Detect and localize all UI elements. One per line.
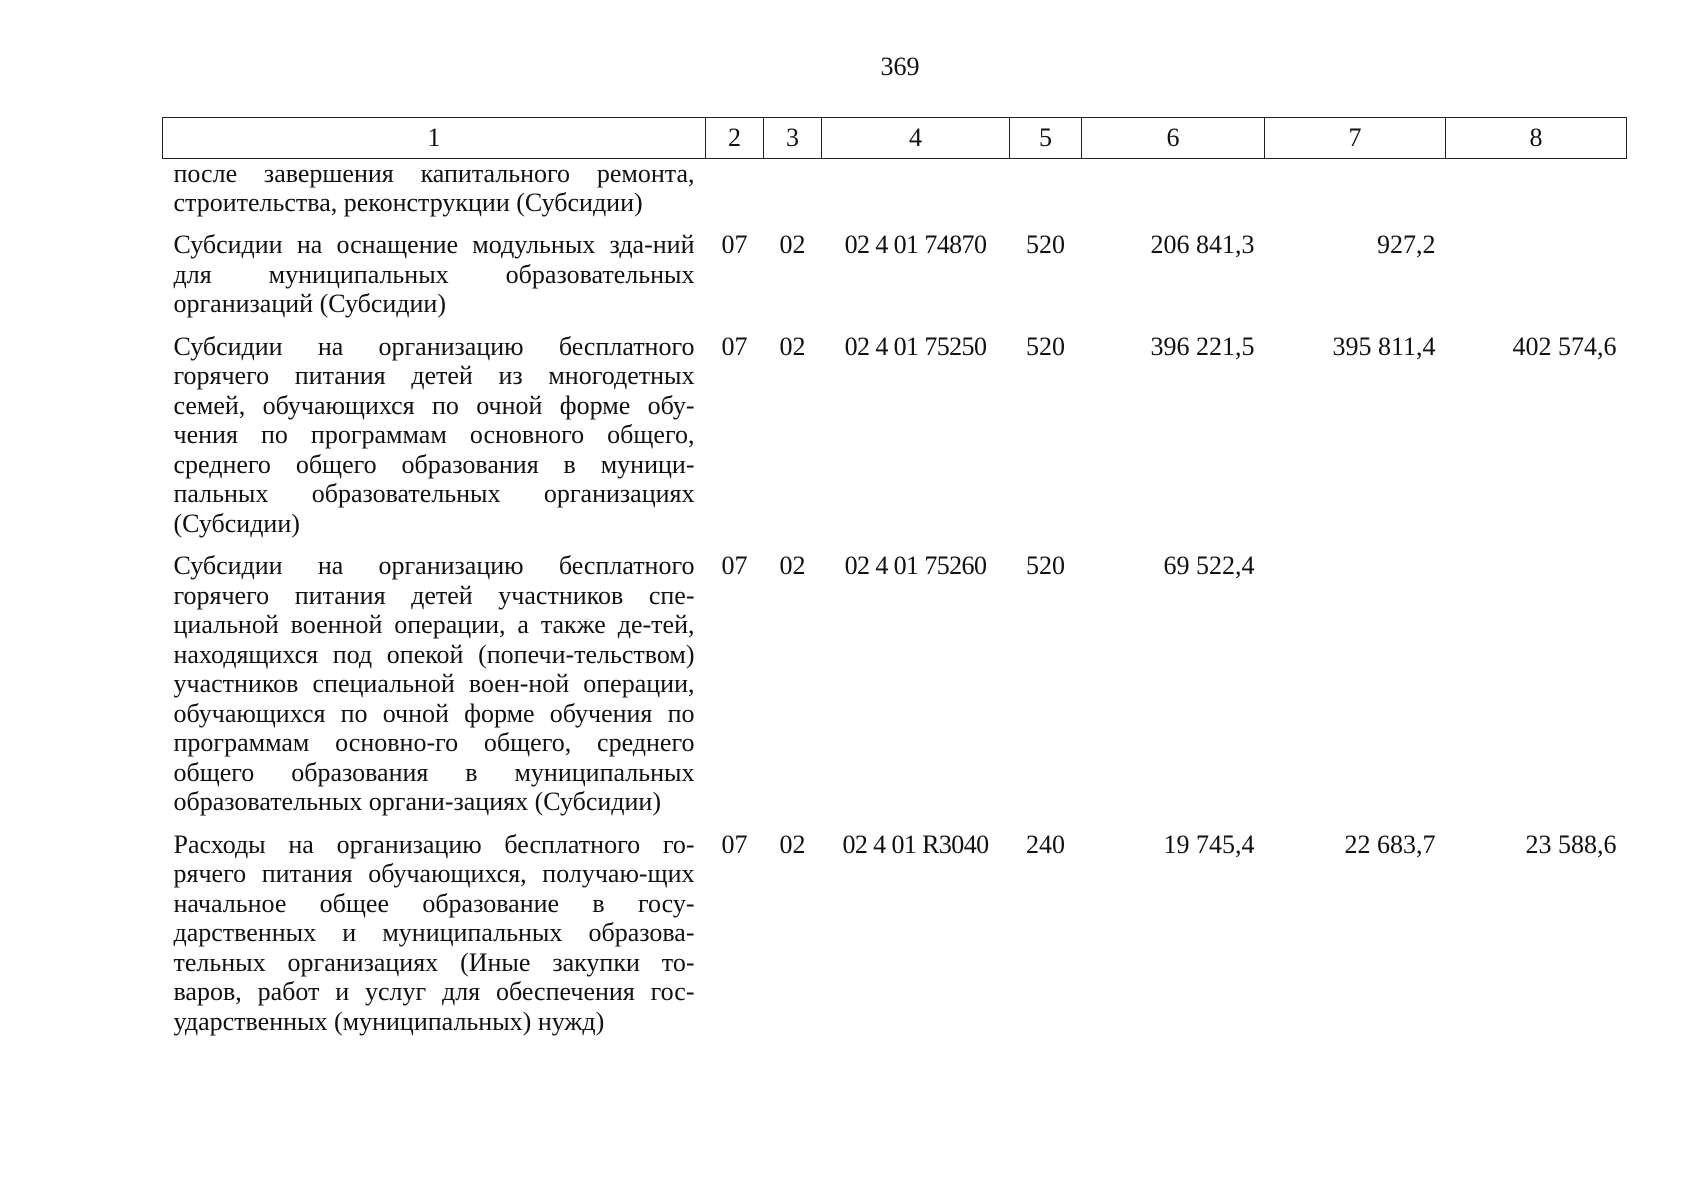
row-subsection: 02	[779, 230, 806, 259]
row-amount-7	[1265, 551, 1446, 830]
row-target-code: 02 4 01 75260	[844, 551, 987, 580]
page-number: 369	[880, 52, 920, 81]
row-amount-8: 23 588,6	[1525, 829, 1617, 859]
row-amount-6	[1082, 159, 1265, 231]
row-expense-type: 520	[1026, 331, 1065, 361]
row-amount-6: 19 745,4	[1163, 829, 1255, 859]
row-amount-6: 206 841,3	[1150, 230, 1255, 259]
row-expense-type: 520	[1026, 230, 1065, 259]
row-target-code: 02 4 01 75250	[844, 331, 987, 361]
row-amount-8	[1446, 230, 1627, 332]
table-header	[163, 118, 1627, 159]
row-subsection: 02	[779, 331, 806, 361]
header-col-3: 3	[764, 118, 822, 159]
header-col-8: 8	[1446, 118, 1627, 159]
row-amount-8	[1446, 551, 1627, 830]
row-amount-7: 395 811,4	[1332, 331, 1436, 361]
row-amount-6: 396 221,5	[1150, 331, 1255, 361]
row-section: 07	[721, 331, 748, 361]
row-description: Субсидии на оснащение модульных зда-ний для муниципальных образовательных организаций (Субсидии)	[173, 230, 695, 318]
row-expense-type	[1010, 159, 1082, 231]
row-subsection	[764, 159, 822, 231]
row-amount-8: 402 574,6	[1512, 331, 1617, 361]
row-description: после завершения капитального ремонта, строительства, реконструкции (Субсидии)	[173, 159, 695, 217]
table-row	[163, 230, 1627, 332]
header-col-2: 2	[706, 118, 764, 159]
row-section: 07	[721, 551, 748, 580]
row-target-code	[822, 159, 1010, 231]
row-target-code: 02 4 01 74870	[844, 230, 987, 259]
row-target-code: 02 4 01 R3040	[842, 829, 989, 859]
header-col-4: 4	[822, 118, 1010, 159]
header-col-1: 1	[163, 118, 706, 159]
row-amount-6: 69 522,4	[1163, 551, 1255, 580]
table-body	[163, 159, 1627, 1050]
table-row	[163, 830, 1627, 1050]
row-section: 07	[721, 829, 748, 859]
row-description: Субсидии на организацию бесплатного горячего питания детей из многодетных семей, обучающихся по очной форме обу-чения по программам основного общего, среднего общего образования в муници-пальных образовательных организациях (Субсидии)	[173, 331, 695, 538]
table-row	[163, 551, 1627, 830]
row-description: Расходы на организацию бесплатного го-рячего питания обучающихся, получаю-щих начальное общее образование в госу-дарственных и муниципальных образова-тельных организациях (Иные закупки то-варов, работ и услуг для обеспечения гос-ударственных (муниципальных) нужд)	[173, 829, 695, 1036]
row-subsection: 02	[779, 829, 806, 859]
row-section: 07	[721, 230, 748, 259]
row-amount-7: 927,2	[1377, 230, 1436, 259]
table-row	[163, 159, 1627, 231]
row-description: Субсидии на организацию бесплатного горячего питания детей участников спе-циальной военной операции, а также де-тей, находящихся под опекой (попечи-тельством) участников специальной воен-ной операции, обучающихся по очной форме обучения по программам основно-го общего, среднего общего образования в муниципальных образовательных органи-зациях (Субсидии)	[173, 551, 695, 816]
header-row	[163, 118, 1627, 159]
row-amount-7	[1265, 159, 1446, 231]
row-amount-8	[1446, 159, 1627, 231]
row-section	[706, 159, 764, 231]
row-expense-type: 520	[1026, 551, 1065, 580]
header-col-5: 5	[1010, 118, 1082, 159]
table-row	[163, 332, 1627, 552]
budget-table	[162, 117, 1627, 1049]
header-col-7: 7	[1265, 118, 1446, 159]
row-subsection: 02	[779, 551, 806, 580]
row-expense-type: 240	[1026, 829, 1065, 859]
row-amount-7: 22 683,7	[1344, 829, 1436, 859]
header-col-6: 6	[1082, 118, 1265, 159]
